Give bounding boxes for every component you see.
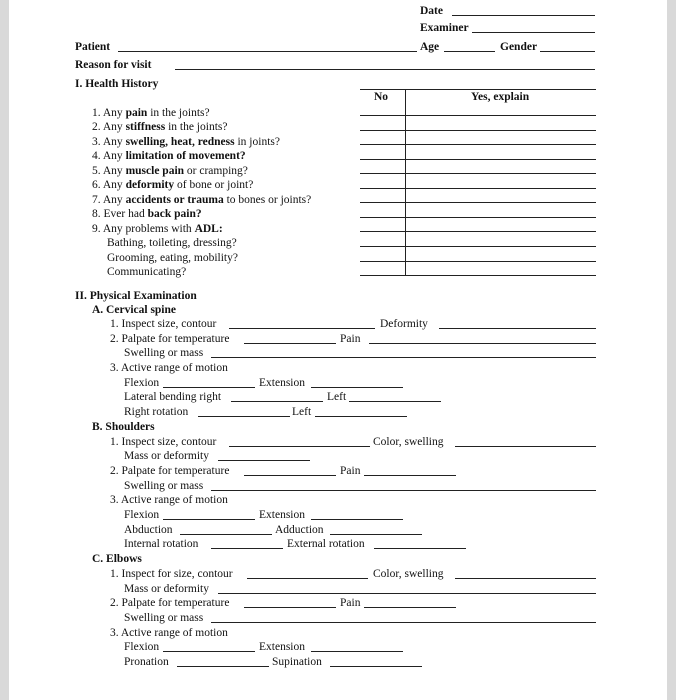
physical-exam-title: II. Physical Examination bbox=[75, 290, 197, 302]
row-line-1[interactable] bbox=[360, 115, 596, 116]
table-top-line bbox=[360, 89, 596, 90]
elbows-title: C. Elbows bbox=[92, 553, 142, 565]
shoulders-flexion-field[interactable] bbox=[163, 519, 255, 520]
shoulders-abduction-label: Abduction bbox=[124, 524, 173, 536]
cervical-lateral-right-field[interactable] bbox=[231, 401, 323, 402]
col-yes-header: Yes, explain bbox=[471, 91, 530, 103]
examiner-label: Examiner bbox=[420, 22, 469, 34]
cervical-inspect-field[interactable] bbox=[229, 328, 375, 329]
shoulders-external-rotation-field[interactable] bbox=[374, 548, 466, 549]
cervical-rotation-left-field[interactable] bbox=[315, 416, 407, 417]
adl-item-bathing: Bathing, toileting, dressing? bbox=[107, 237, 237, 249]
elbows-flexion-label: Flexion bbox=[124, 641, 160, 653]
row-line-4[interactable] bbox=[360, 159, 596, 160]
elbows-color-field[interactable] bbox=[455, 578, 596, 579]
elbows-mass-field[interactable] bbox=[218, 593, 596, 594]
health-history-title: I. Health History bbox=[75, 78, 159, 90]
row-line-11[interactable] bbox=[360, 261, 596, 262]
cervical-deformity-label: Deformity bbox=[380, 318, 428, 330]
elbows-inspect-label: 1. Inspect for size, contour bbox=[110, 568, 233, 580]
cervical-rotation-right-field[interactable] bbox=[198, 416, 290, 417]
row-line-5[interactable] bbox=[360, 173, 596, 174]
shoulders-palpate-field[interactable] bbox=[244, 475, 336, 476]
elbows-extension-field[interactable] bbox=[311, 651, 403, 652]
elbows-swelling-label: Swelling or mass bbox=[124, 612, 204, 624]
shoulders-external-rotation-label: External rotation bbox=[287, 538, 365, 550]
shoulders-inspect-label: 1. Inspect size, contour bbox=[110, 436, 217, 448]
history-question-7: 7. Any accidents or trauma to bones or joints? bbox=[92, 194, 312, 206]
row-line-10[interactable] bbox=[360, 246, 596, 247]
age-label: Age bbox=[420, 41, 440, 53]
cervical-deformity-field[interactable] bbox=[439, 328, 596, 329]
shoulders-palpate-label: 2. Palpate for temperature bbox=[110, 465, 230, 477]
shoulders-internal-rotation-field[interactable] bbox=[211, 548, 283, 549]
cervical-palpate-label: 2. Palpate for temperature bbox=[110, 333, 230, 345]
history-question-1: 1. Any pain in the joints? bbox=[92, 107, 210, 119]
col-no-header: No bbox=[374, 91, 389, 103]
elbows-pronation-field[interactable] bbox=[177, 666, 269, 667]
patient-field[interactable] bbox=[118, 51, 417, 52]
cervical-pain-field[interactable] bbox=[369, 343, 596, 344]
history-question-4: 4. Any limitation of movement? bbox=[92, 150, 246, 162]
elbows-flexion-field[interactable] bbox=[163, 651, 255, 652]
elbows-color-label: Color, swelling bbox=[373, 568, 444, 580]
history-question-8: 8. Ever had back pain? bbox=[92, 208, 202, 220]
elbows-supination-field[interactable] bbox=[330, 666, 422, 667]
elbows-inspect-field[interactable] bbox=[247, 578, 368, 579]
history-question-6: 6. Any deformity of bone or joint? bbox=[92, 179, 254, 191]
cervical-extension-label: Extension bbox=[259, 377, 305, 389]
shoulders-pain-label: Pain bbox=[340, 465, 361, 477]
row-line-6[interactable] bbox=[360, 188, 596, 189]
date-field[interactable] bbox=[452, 15, 595, 16]
table-divider bbox=[405, 89, 406, 276]
elbows-palpate-field[interactable] bbox=[244, 607, 336, 608]
shoulders-flexion-label: Flexion bbox=[124, 509, 160, 521]
elbows-extension-label: Extension bbox=[259, 641, 305, 653]
cervical-swelling-label: Swelling or mass bbox=[124, 347, 204, 359]
gender-field[interactable] bbox=[540, 51, 595, 52]
shoulders-pain-field[interactable] bbox=[364, 475, 456, 476]
elbows-supination-label: Supination bbox=[272, 656, 322, 668]
shoulders-inspect-field[interactable] bbox=[229, 446, 370, 447]
elbows-rom-label: 3. Active range of motion bbox=[110, 627, 228, 639]
shoulders-mass-label: Mass or deformity bbox=[124, 450, 209, 462]
elbows-pronation-label: Pronation bbox=[124, 656, 169, 668]
row-line-7[interactable] bbox=[360, 202, 596, 203]
row-line-2[interactable] bbox=[360, 130, 596, 131]
shoulders-rom-label: 3. Active range of motion bbox=[110, 494, 228, 506]
gender-label: Gender bbox=[500, 41, 538, 53]
elbows-palpate-label: 2. Palpate for temperature bbox=[110, 597, 230, 609]
shoulders-title: B. Shoulders bbox=[92, 421, 155, 433]
history-question-2: 2. Any stiffness in the joints? bbox=[92, 121, 228, 133]
adl-item-grooming: Grooming, eating, mobility? bbox=[107, 252, 238, 264]
shoulders-extension-label: Extension bbox=[259, 509, 305, 521]
shoulders-color-field[interactable] bbox=[455, 446, 596, 447]
cervical-flexion-field[interactable] bbox=[163, 387, 255, 388]
patient-label: Patient bbox=[75, 41, 111, 53]
cervical-rotation-right-label: Right rotation bbox=[124, 406, 189, 418]
page-left-edge bbox=[0, 0, 9, 700]
cervical-rotation-left-label: Left bbox=[292, 406, 312, 418]
page-right-edge bbox=[667, 0, 676, 700]
shoulders-extension-field[interactable] bbox=[311, 519, 403, 520]
cervical-lateral-right-label: Lateral bending right bbox=[124, 391, 222, 403]
cervical-inspect-label: 1. Inspect size, contour bbox=[110, 318, 217, 330]
cervical-swelling-field[interactable] bbox=[211, 357, 596, 358]
elbows-pain-label: Pain bbox=[340, 597, 361, 609]
row-line-8[interactable] bbox=[360, 217, 596, 218]
cervical-rom-label: 3. Active range of motion bbox=[110, 362, 228, 374]
cervical-pain-label: Pain bbox=[340, 333, 361, 345]
age-field[interactable] bbox=[444, 51, 495, 52]
date-label: Date bbox=[420, 5, 443, 17]
shoulders-mass-field[interactable] bbox=[218, 460, 310, 461]
history-question-9: 9. Any problems with ADL: bbox=[92, 223, 223, 235]
cervical-flexion-label: Flexion bbox=[124, 377, 160, 389]
history-question-3: 3. Any swelling, heat, redness in joints? bbox=[92, 136, 280, 148]
shoulders-color-label: Color, swelling bbox=[373, 436, 444, 448]
row-line-12[interactable] bbox=[360, 275, 596, 276]
shoulders-abduction-field[interactable] bbox=[180, 534, 272, 535]
shoulders-adduction-field[interactable] bbox=[330, 534, 422, 535]
history-question-5: 5. Any muscle pain or cramping? bbox=[92, 165, 248, 177]
cervical-palpate-field[interactable] bbox=[244, 343, 336, 344]
shoulders-swelling-field[interactable] bbox=[211, 490, 596, 491]
reason-field[interactable] bbox=[175, 69, 595, 70]
row-line-3[interactable] bbox=[360, 144, 596, 145]
row-line-9[interactable] bbox=[360, 231, 596, 232]
elbows-mass-label: Mass or deformity bbox=[124, 583, 209, 595]
adl-item-communicating: Communicating? bbox=[107, 266, 187, 278]
cervical-spine-title: A. Cervical spine bbox=[92, 304, 177, 316]
cervical-extension-field[interactable] bbox=[311, 387, 403, 388]
examiner-field[interactable] bbox=[472, 32, 595, 33]
shoulders-adduction-label: Adduction bbox=[275, 524, 324, 536]
elbows-pain-field[interactable] bbox=[364, 607, 456, 608]
reason-label: Reason for visit bbox=[75, 59, 152, 71]
cervical-lateral-left-label: Left bbox=[327, 391, 347, 403]
shoulders-swelling-label: Swelling or mass bbox=[124, 480, 204, 492]
cervical-lateral-left-field[interactable] bbox=[349, 401, 441, 402]
shoulders-internal-rotation-label: Internal rotation bbox=[124, 538, 199, 550]
elbows-swelling-field[interactable] bbox=[211, 622, 596, 623]
